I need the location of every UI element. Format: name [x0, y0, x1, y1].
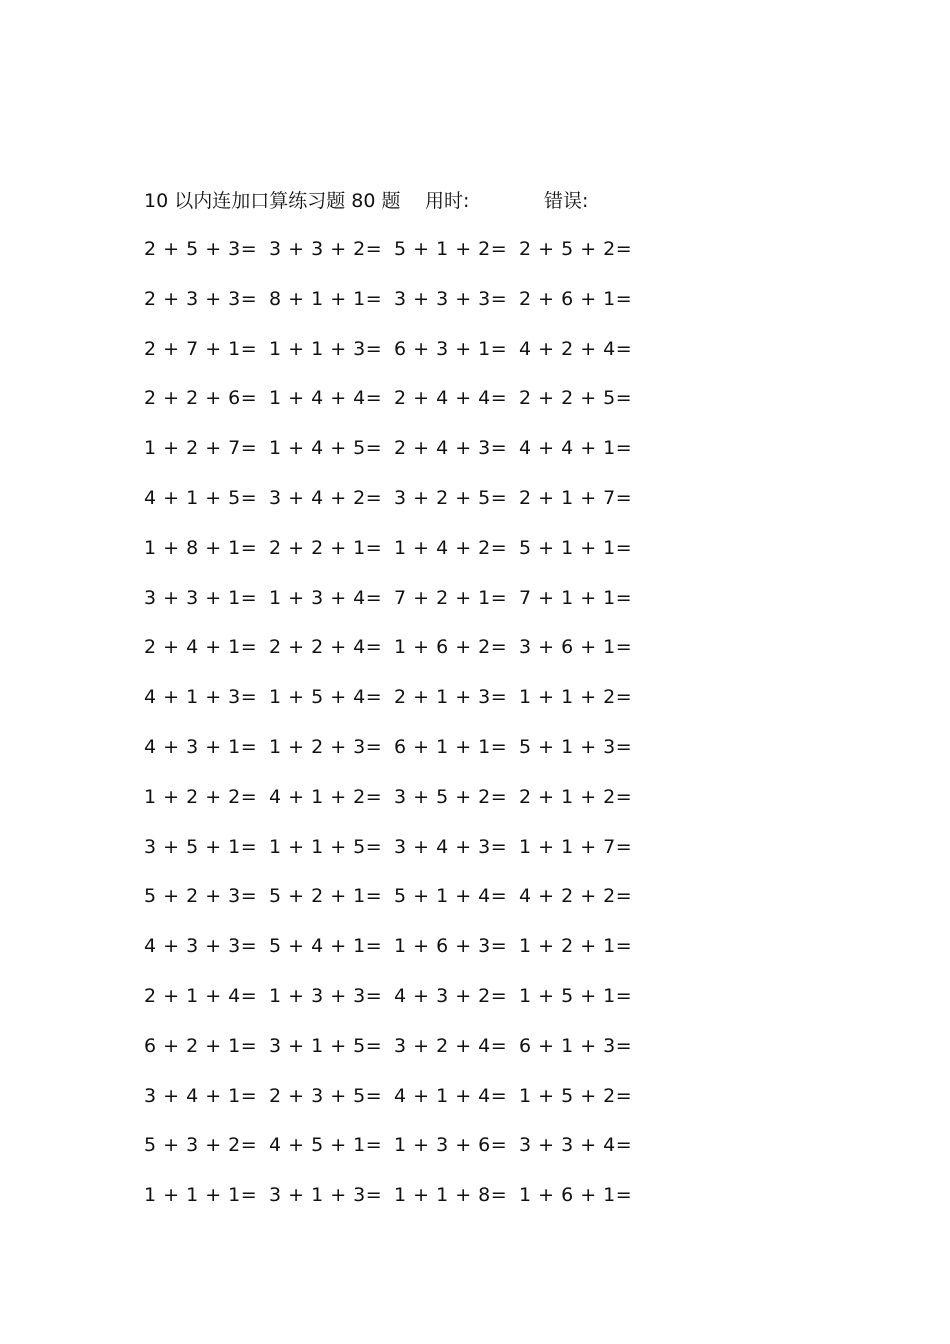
arithmetic-problem: 1 + 2 + 7=	[144, 437, 258, 460]
arithmetic-problem: 1 + 2 + 3=	[269, 735, 383, 758]
arithmetic-problem: 1 + 4 + 2=	[394, 536, 508, 559]
arithmetic-problem: 7 + 2 + 1=	[394, 586, 508, 609]
arithmetic-problem: 1 + 3 + 6=	[394, 1134, 508, 1157]
arithmetic-problem: 4 + 4 + 1=	[519, 437, 633, 460]
arithmetic-problem: 3 + 4 + 2=	[269, 486, 383, 509]
arithmetic-problem: 2 + 5 + 2=	[519, 238, 633, 260]
arithmetic-problem: 2 + 3 + 5=	[269, 1084, 383, 1107]
arithmetic-problem: 1 + 4 + 5=	[269, 437, 383, 460]
arithmetic-problem: 4 + 1 + 2=	[269, 785, 383, 808]
arithmetic-problem: 1 + 6 + 3=	[394, 935, 508, 958]
arithmetic-problem: 2 + 7 + 1=	[144, 337, 258, 360]
arithmetic-problem: 1 + 2 + 2=	[144, 785, 258, 808]
arithmetic-problem: 1 + 6 + 1=	[519, 1184, 633, 1207]
arithmetic-problem: 5 + 3 + 2=	[144, 1134, 258, 1157]
arithmetic-problem: 4 + 1 + 3=	[144, 686, 258, 709]
arithmetic-problem: 2 + 1 + 2=	[519, 785, 633, 808]
arithmetic-problem: 2 + 6 + 1=	[519, 287, 633, 310]
arithmetic-problem: 1 + 8 + 1=	[144, 536, 258, 559]
arithmetic-problem: 4 + 1 + 4=	[394, 1084, 508, 1107]
arithmetic-problem: 4 + 2 + 2=	[519, 885, 633, 908]
arithmetic-problem: 5 + 2 + 3=	[144, 885, 258, 908]
worksheet-title: 10 以内连加口算练习题 80 题	[144, 190, 401, 212]
arithmetic-problem: 1 + 1 + 1=	[144, 1184, 258, 1207]
arithmetic-problem: 1 + 1 + 7=	[519, 835, 633, 858]
arithmetic-problem: 1 + 2 + 1=	[519, 935, 633, 958]
arithmetic-problem: 3 + 3 + 2=	[269, 238, 383, 260]
arithmetic-problem: 6 + 1 + 3=	[519, 1034, 633, 1057]
errors-label: 错误:	[544, 190, 589, 212]
arithmetic-problem: 3 + 4 + 1=	[144, 1084, 258, 1107]
arithmetic-problem: 3 + 3 + 1=	[144, 586, 258, 609]
arithmetic-problem: 3 + 3 + 3=	[394, 287, 508, 310]
worksheet-header	[144, 186, 589, 213]
arithmetic-problem: 4 + 2 + 4=	[519, 337, 633, 360]
arithmetic-problem: 3 + 2 + 4=	[394, 1034, 508, 1057]
arithmetic-problem: 3 + 4 + 3=	[394, 835, 508, 858]
arithmetic-problem: 2 + 4 + 3=	[394, 437, 508, 460]
arithmetic-problem: 6 + 2 + 1=	[144, 1034, 258, 1057]
arithmetic-problem: 6 + 3 + 1=	[394, 337, 508, 360]
arithmetic-problem: 3 + 1 + 5=	[269, 1034, 383, 1057]
arithmetic-problem: 5 + 1 + 4=	[394, 885, 508, 908]
arithmetic-problem: 4 + 5 + 1=	[269, 1134, 383, 1157]
arithmetic-problem: 2 + 2 + 4=	[269, 636, 383, 659]
arithmetic-problem: 1 + 1 + 2=	[519, 686, 633, 709]
arithmetic-problem: 5 + 1 + 2=	[394, 238, 508, 260]
arithmetic-problem: 1 + 1 + 8=	[394, 1184, 508, 1207]
arithmetic-problem: 3 + 3 + 4=	[519, 1134, 633, 1157]
arithmetic-problem: 1 + 5 + 2=	[519, 1084, 633, 1107]
arithmetic-problem: 1 + 5 + 1=	[519, 984, 633, 1007]
arithmetic-problem: 2 + 2 + 6=	[144, 387, 258, 410]
arithmetic-problem: 2 + 2 + 5=	[519, 387, 633, 410]
arithmetic-problem: 2 + 1 + 7=	[519, 486, 633, 509]
arithmetic-problem: 4 + 3 + 3=	[144, 935, 258, 958]
arithmetic-problem: 5 + 1 + 1=	[519, 536, 633, 559]
arithmetic-problem: 7 + 1 + 1=	[519, 586, 633, 609]
arithmetic-problem: 1 + 3 + 3=	[269, 984, 383, 1007]
arithmetic-problem: 5 + 2 + 1=	[269, 885, 383, 908]
arithmetic-problem: 1 + 6 + 2=	[394, 636, 508, 659]
arithmetic-problem: 2 + 1 + 4=	[144, 984, 258, 1007]
arithmetic-problem: 3 + 1 + 3=	[269, 1184, 383, 1207]
arithmetic-problem: 1 + 5 + 4=	[269, 686, 383, 709]
arithmetic-problem: 2 + 1 + 3=	[394, 686, 508, 709]
arithmetic-problem: 3 + 6 + 1=	[519, 636, 633, 659]
time-used-label: 用时:	[425, 190, 470, 212]
arithmetic-problem: 2 + 5 + 3=	[144, 238, 258, 260]
arithmetic-problem: 4 + 3 + 2=	[394, 984, 508, 1007]
arithmetic-problem: 1 + 1 + 3=	[269, 337, 383, 360]
arithmetic-problem: 2 + 4 + 4=	[394, 387, 508, 410]
arithmetic-problem: 3 + 2 + 5=	[394, 486, 508, 509]
arithmetic-problem: 1 + 4 + 4=	[269, 387, 383, 410]
arithmetic-problem: 1 + 1 + 5=	[269, 835, 383, 858]
arithmetic-problem: 3 + 5 + 1=	[144, 835, 258, 858]
arithmetic-problem: 6 + 1 + 1=	[394, 735, 508, 758]
arithmetic-problem: 3 + 5 + 2=	[394, 785, 508, 808]
arithmetic-problem: 1 + 3 + 4=	[269, 586, 383, 609]
arithmetic-problem: 8 + 1 + 1=	[269, 287, 383, 310]
arithmetic-problem: 2 + 2 + 1=	[269, 536, 383, 559]
arithmetic-problem: 4 + 3 + 1=	[144, 735, 258, 758]
arithmetic-problem: 4 + 1 + 5=	[144, 486, 258, 509]
arithmetic-problem: 5 + 4 + 1=	[269, 935, 383, 958]
problem-grid	[144, 236, 644, 1232]
arithmetic-problem: 2 + 4 + 1=	[144, 636, 258, 659]
arithmetic-problem: 2 + 3 + 3=	[144, 287, 258, 310]
arithmetic-problem: 5 + 1 + 3=	[519, 735, 633, 758]
